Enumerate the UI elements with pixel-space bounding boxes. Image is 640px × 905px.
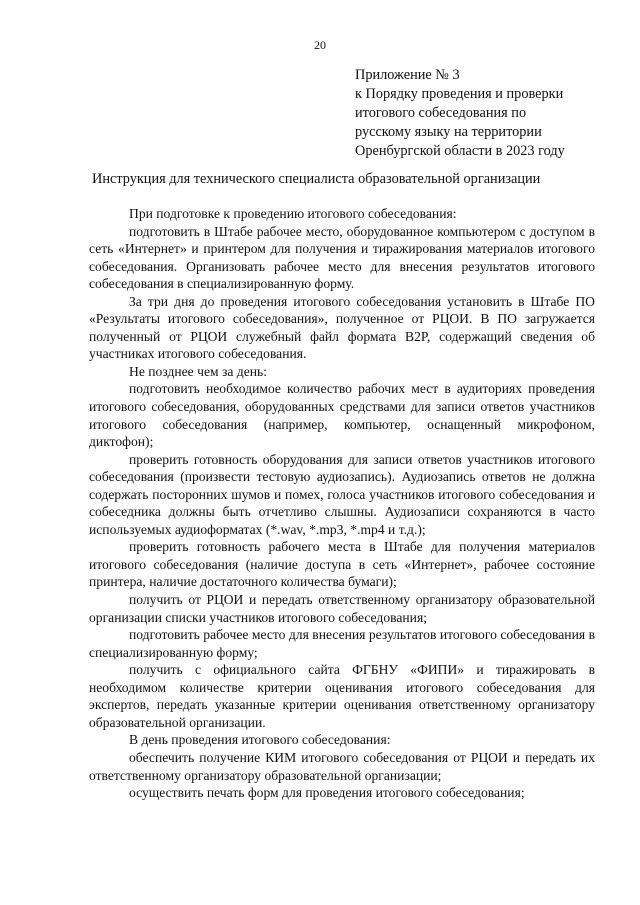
paragraph: получить с официального сайта ФГБНУ «ФИПИ» и тиражировать в необходимом количестве критерии оценивания итогового собеседования для экспертов, передать указанные критерии оценивания ответственному организатору образовательной организации.	[89, 662, 595, 730]
paragraph: Не позднее чем за день:	[129, 363, 267, 379]
appendix-line: к Порядку проведения и проверки	[355, 86, 564, 102]
paragraph: За три дня до проведения итогового собеседования установить в Штабе ПО «Результаты итогового собеседования», полученное от РЦОИ. В ПО загружается полученный от РЦОИ служебный файл формата B2P, содержащий сведения об участниках итогового собеседования.	[89, 293, 595, 362]
paragraph: При подготовке к проведению итогового собеседования:	[129, 206, 457, 221]
appendix-line: Приложение № 3	[355, 67, 460, 83]
appendix-line: русскому языку на территории	[355, 124, 542, 140]
appendix-header	[355, 66, 615, 161]
paragraph: проверить готовность оборудования для записи ответов участников итогового собеседования (произвести тестовую аудиозапись). Аудиозапись ответов не должна содержать посторонних шумов и помех, голоса участников итогового собеседования и собеседника должны быть отчетливо слышны. Аудиозаписи сохраняются в часто используемых аудиоформатах (*.wav, *.mp3, *.mp4 и т.д.);	[89, 451, 595, 537]
paragraph: подготовить рабочее место для внесения результатов итогового собеседования в специализированную форму;	[89, 627, 595, 660]
paragraph: подготовить необходимое количество рабочих мест в аудиториях проведения итогового собеседования, оборудованных средствами для записи ответов участников итогового собеседования (например, компьютер, оснащенный микрофоном, диктофон);	[89, 381, 595, 450]
paragraph: подготовить в Штабе рабочее место, оборудованное компьютером с доступом в сеть «Интернет» и принтером для получения и тиражирования материалов итогового собеседования. Организовать рабочее место для внесения результатов итогового собеседования в специализированную форму.	[89, 223, 595, 292]
appendix-line: итогового собеседования по	[355, 105, 527, 121]
appendix-line: Оренбургской области в 2023 году	[355, 143, 565, 159]
paragraph: В день проведения итогового собеседования:	[129, 732, 391, 748]
document-body	[89, 205, 595, 802]
page-number: 20	[314, 38, 326, 52]
paragraph: обеспечить получение КИМ итогового собеседования от РЦОИ и передать их ответственному организатору образовательной организации;	[89, 749, 595, 783]
document-title: Инструкция для технического специалиста образовательной организации	[92, 171, 541, 187]
paragraph: проверить готовность рабочего места в Штабе для получения материалов итогового собеседования (наличие доступа в сеть «Интернет», рабочее состояние принтера, наличие достаточного количества бумаги);	[89, 539, 595, 590]
paragraph: получить от РЦОИ и передать ответственному организатору образовательной организации списки участников итогового собеседования;	[89, 592, 595, 625]
paragraph: осуществить печать форм для проведения итогового собеседования;	[129, 785, 525, 801]
